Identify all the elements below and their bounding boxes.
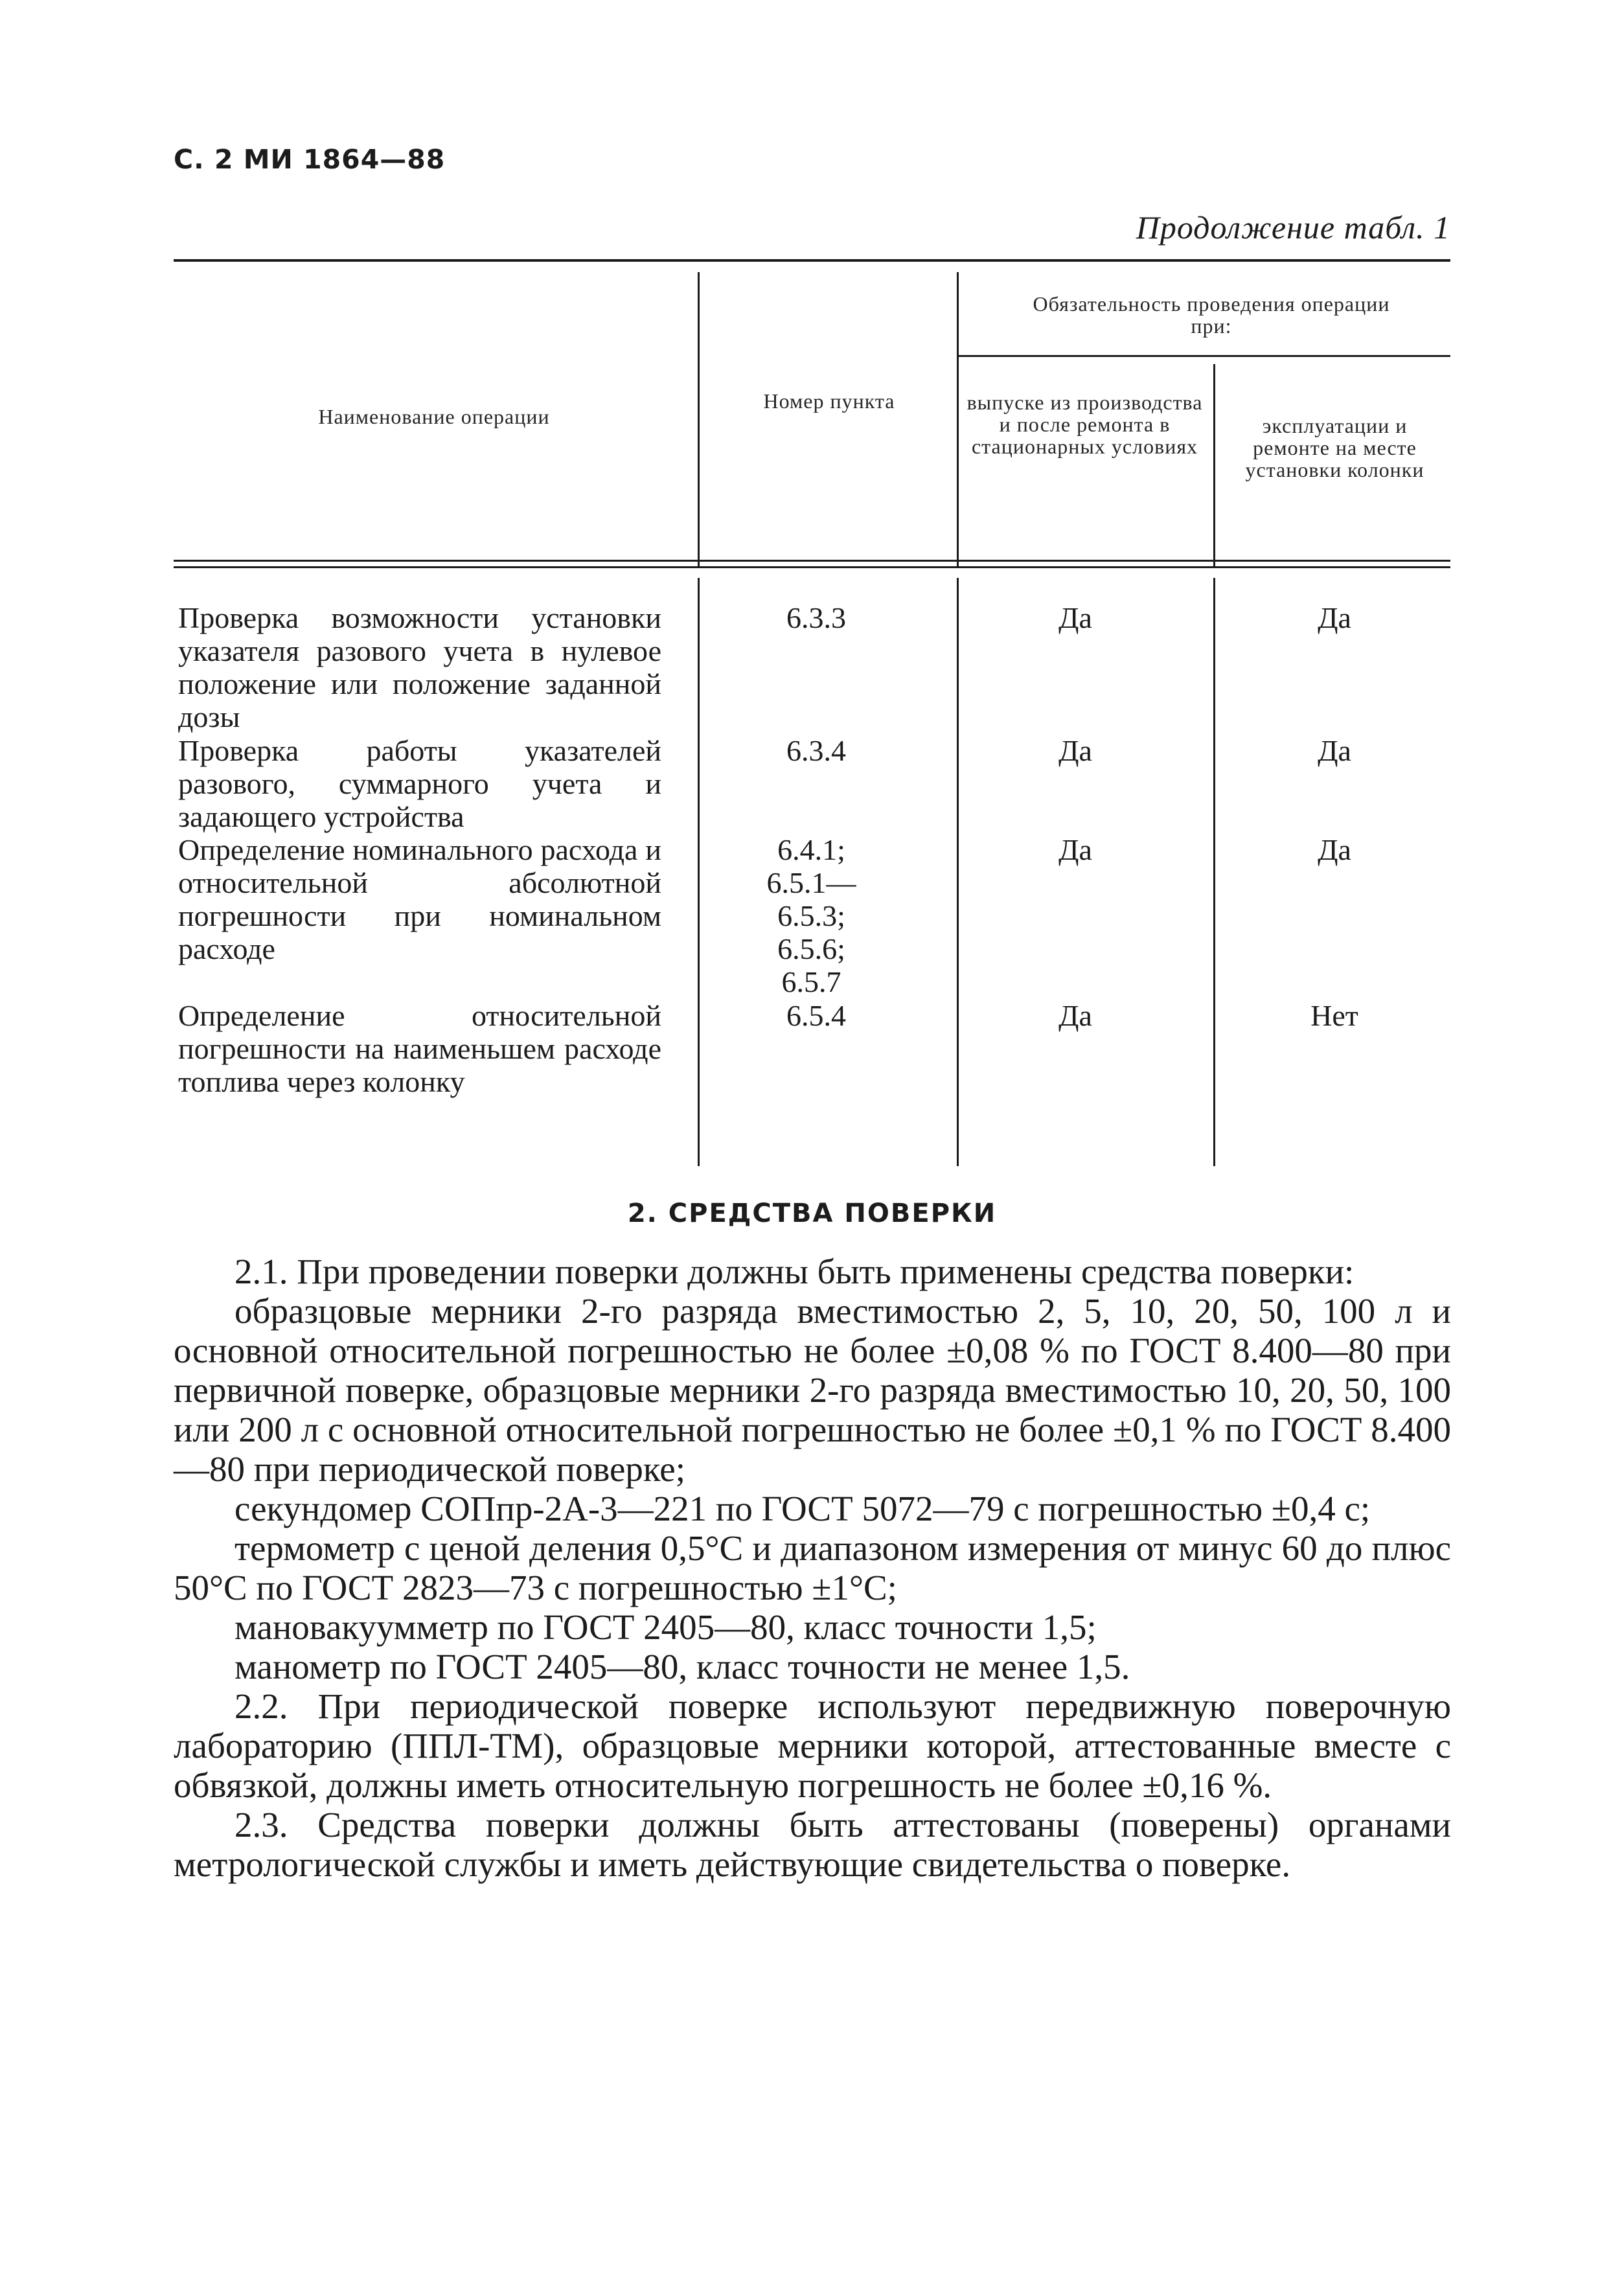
row-3-exploitation: Да xyxy=(1318,833,1351,866)
row-4-point: 6.5.4 xyxy=(786,999,846,1032)
paragraph-vacuum-gauge: мановакуумметр по ГОСТ 2405—80, класс точности 1,5; xyxy=(234,1607,1097,1647)
header-mandatory-group: Обязательность проведения операции при: xyxy=(1033,292,1390,338)
col-divider-3-head xyxy=(1213,364,1215,566)
header-point-number: Номер пункта xyxy=(763,389,895,413)
header-bottom-rule-1 xyxy=(174,560,1450,562)
row-3-point: 6.4.1; 6.5.1— 6.5.3; 6.5.6; 6.5.7 xyxy=(766,833,856,998)
section-body xyxy=(174,1252,1451,1884)
paragraph-thermometer: термометр с ценой деления 0,5°С и диапазоном измерения от минус 60 до плюс 50°С по ГОСТ 2823—73 с погрешностью ±1°С; xyxy=(174,1528,1451,1607)
col-divider-1-body xyxy=(698,578,700,1166)
row-2-production: Да xyxy=(1058,734,1092,767)
paragraph-manometer: манометр по ГОСТ 2405—80, класс точности не менее 1,5. xyxy=(234,1647,1130,1686)
row-3-operation: Определение номинального расхода и относительной абсолютной погрешности при номинальном расходе xyxy=(178,833,661,965)
row-1-production: Да xyxy=(1058,601,1092,634)
paragraph-2-3: 2.3. Средства поверки должны быть аттестованы (поверены) органами метрологической службы и иметь действующие свидетельства о поверке. xyxy=(174,1805,1451,1884)
paragraph-measures: образцовые мерники 2-го разряда вместимостью 2, 5, 10, 20, 50, 100 л и основной относительной погрешностью не более ±0,08 % по ГОСТ 8.400—80 при первичной поверке, образцовые мерники 2-го разряда вместимостью 10, 20, 50, 100 или 200 л с основной относительной погрешностью не более ±0,1 % по ГОСТ 8.400—80 при периодической поверке; xyxy=(174,1291,1451,1489)
row-1-exploitation: Да xyxy=(1318,601,1351,634)
row-1-point: 6.3.3 xyxy=(786,601,846,634)
subheader-rule xyxy=(957,355,1450,357)
page-header: С. 2 МИ 1864—88 xyxy=(174,144,446,175)
table-top-rule xyxy=(174,259,1450,262)
header-bottom-rule-2 xyxy=(174,566,1450,568)
header-operation-name: Наименование операции xyxy=(318,405,550,428)
row-4-production: Да xyxy=(1058,999,1092,1032)
row-1-operation: Проверка возможности установки указателя разового учета в нулевое положение или положение заданной дозы xyxy=(178,601,661,733)
col-divider-2-body xyxy=(957,578,959,1166)
row-4-operation: Определение относительной погрешности на наименьшем расходе топлива через колонку xyxy=(178,999,661,1098)
col-divider-3-body xyxy=(1213,578,1215,1166)
row-2-operation: Проверка работы указателей разового, суммарного учета и задающего устройства xyxy=(178,734,661,833)
table-continuation-label: Продолжение табл. 1 xyxy=(1136,209,1450,246)
row-3-production: Да xyxy=(1058,833,1092,866)
paragraph-2-2: 2.2. При периодической поверке используют передвижную поверочную лабораторию (ППЛ-ТМ), образцовые мерники которой, аттестованные вместе с обвязкой, должны иметь относительную погрешность не более ±0,16 %. xyxy=(174,1686,1451,1805)
paragraph-2-1: 2.1. При проведении поверки должны быть применены средства поверки: xyxy=(234,1252,1355,1291)
row-4-exploitation: Нет xyxy=(1310,999,1358,1032)
header-production: выпуске из производства и после ремонта в стационарных условиях xyxy=(966,391,1203,458)
row-2-exploitation: Да xyxy=(1318,734,1351,767)
row-2-point: 6.3.4 xyxy=(786,734,846,767)
paragraph-stopwatch: секундомер СОПпр-2А-3—221 по ГОСТ 5072—79 с погрешностью ±0,4 с; xyxy=(234,1489,1371,1528)
col-divider-1-head xyxy=(698,272,700,566)
header-exploitation: эксплуатации и ремонте на месте установки колонки xyxy=(1245,414,1424,481)
section-title: 2. СРЕДСТВА ПОВЕРКИ xyxy=(627,1199,997,1228)
col-divider-2-head xyxy=(957,272,959,566)
